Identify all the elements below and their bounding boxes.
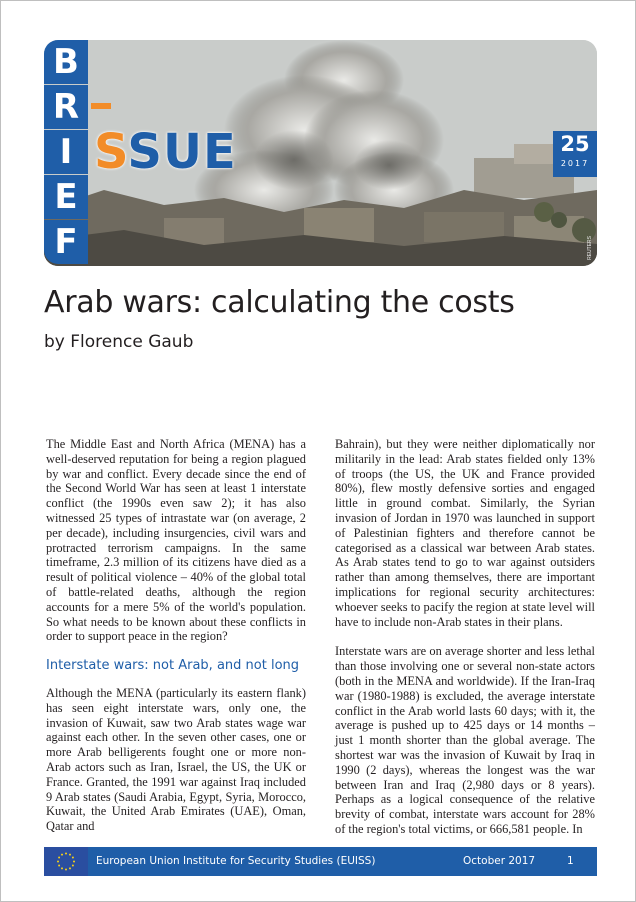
section-paragraph-1: Although the MENA (particularly its eastern flank) has seen eight interstate wars, only one, the invasion of Kuwait, saw two Arab states wage war against each other. In the seven other cases, one or more Arab belligerents fought one or more non-Arab actors such as Iran, Israel, the US, the UK or France. Granted, the 1991 war against Iraq included 9 Arab states (Saudi Arabia, Egypt, Syria, Morocco, Kuwait, the United Arab Emirates (UAE), Oman, Qatar and [46, 685, 306, 834]
footer-page-number: 1 [567, 855, 574, 867]
article-title: Arab wars: calculating the costs [44, 285, 515, 320]
issue-accent-letter: S [94, 124, 128, 180]
brief-letter-i: I [44, 130, 88, 174]
brief-letter-f: F [44, 220, 88, 264]
brief-letter-r: R [44, 85, 88, 129]
intro-paragraph: The Middle East and North Africa (MENA) has a well-deserved reputation for being a region plagued by war and conflict. Every decade since the end of the Second World War has seen at least 1 interstate conflict (the 1990s even saw 2); it has also witnessed 25 types of intrastate war (on average, 2 per decade), including insurgencies, civil wars and protracted terrorism campaigns. In the same timeframe, 2.3 million of its citizens have died as a result of political violence – 40% of the global total of battle-related deaths, although the region accounts for a mere 5% of the world's population. So what needs to be known about these conflicts in order to support peace in the region? [46, 437, 306, 644]
issue-number-badge [553, 131, 597, 177]
issue-logo [94, 124, 237, 180]
brief-letter-e: E [44, 175, 88, 219]
article-author: by Florence Gaub [44, 332, 194, 352]
section-heading: Interstate wars: not Arab, and not long [46, 658, 300, 674]
photo-credit: REUTERS [587, 236, 593, 260]
issue-accent-bar [91, 103, 111, 109]
footer-bar [44, 847, 597, 876]
eu-flag-icon [44, 847, 88, 876]
right-paragraph-2: Interstate wars are on average shorter and less lethal than those involving one or several non-state actors (both in the MENA and worldwide). If the Iran-Iraq war (1980-1988) is excluded, the average interstate conflict in the Arab world lasts 60 days; with it, the average is pushed up to 425 days or 14 months – just 1 month shorter than the global average. The shortest war was the invasion of Kuwait by Iraq in 1990 (2 days), whereas the longest was the war between Iran and Iraq (2,980 days or 8 years). Perhaps as a logical consequence of the relative brevity of combat, interstate wars account for 28% of the region's total victims, or 666,581 people. In [335, 644, 595, 836]
right-column [335, 437, 595, 852]
footer-date: October 2017 [463, 855, 536, 867]
brief-logo [44, 40, 88, 265]
issue-rest-letters: SUE [127, 124, 237, 180]
issue-year: 2017 [560, 159, 590, 168]
right-paragraph-1: Bahrain), but they were neither diplomatically nor militarily in the lead: Arab states fielded only 13% of troops (the US, the UK and France provided 80%), flew mostly defensive sorties and engaged little in ground combat. Similarly, the Syrian invasion of Jordan in 1970 was launched in support of Palestinian fighters and therefore cannot be categorised as a classical war between Arab states. As Arab states tend to go to war against outsiders rather than among themselves, there are important implications for regional security architectures: whoever seeks to pacify the region at state level will have to include non-Arab states in their plans. [335, 437, 595, 629]
left-column [46, 437, 306, 849]
issue-number: 25 [560, 132, 590, 156]
footer-organization: European Union Institute for Security Studies (EUISS) [96, 855, 376, 867]
brief-letter-b: B [44, 40, 88, 84]
